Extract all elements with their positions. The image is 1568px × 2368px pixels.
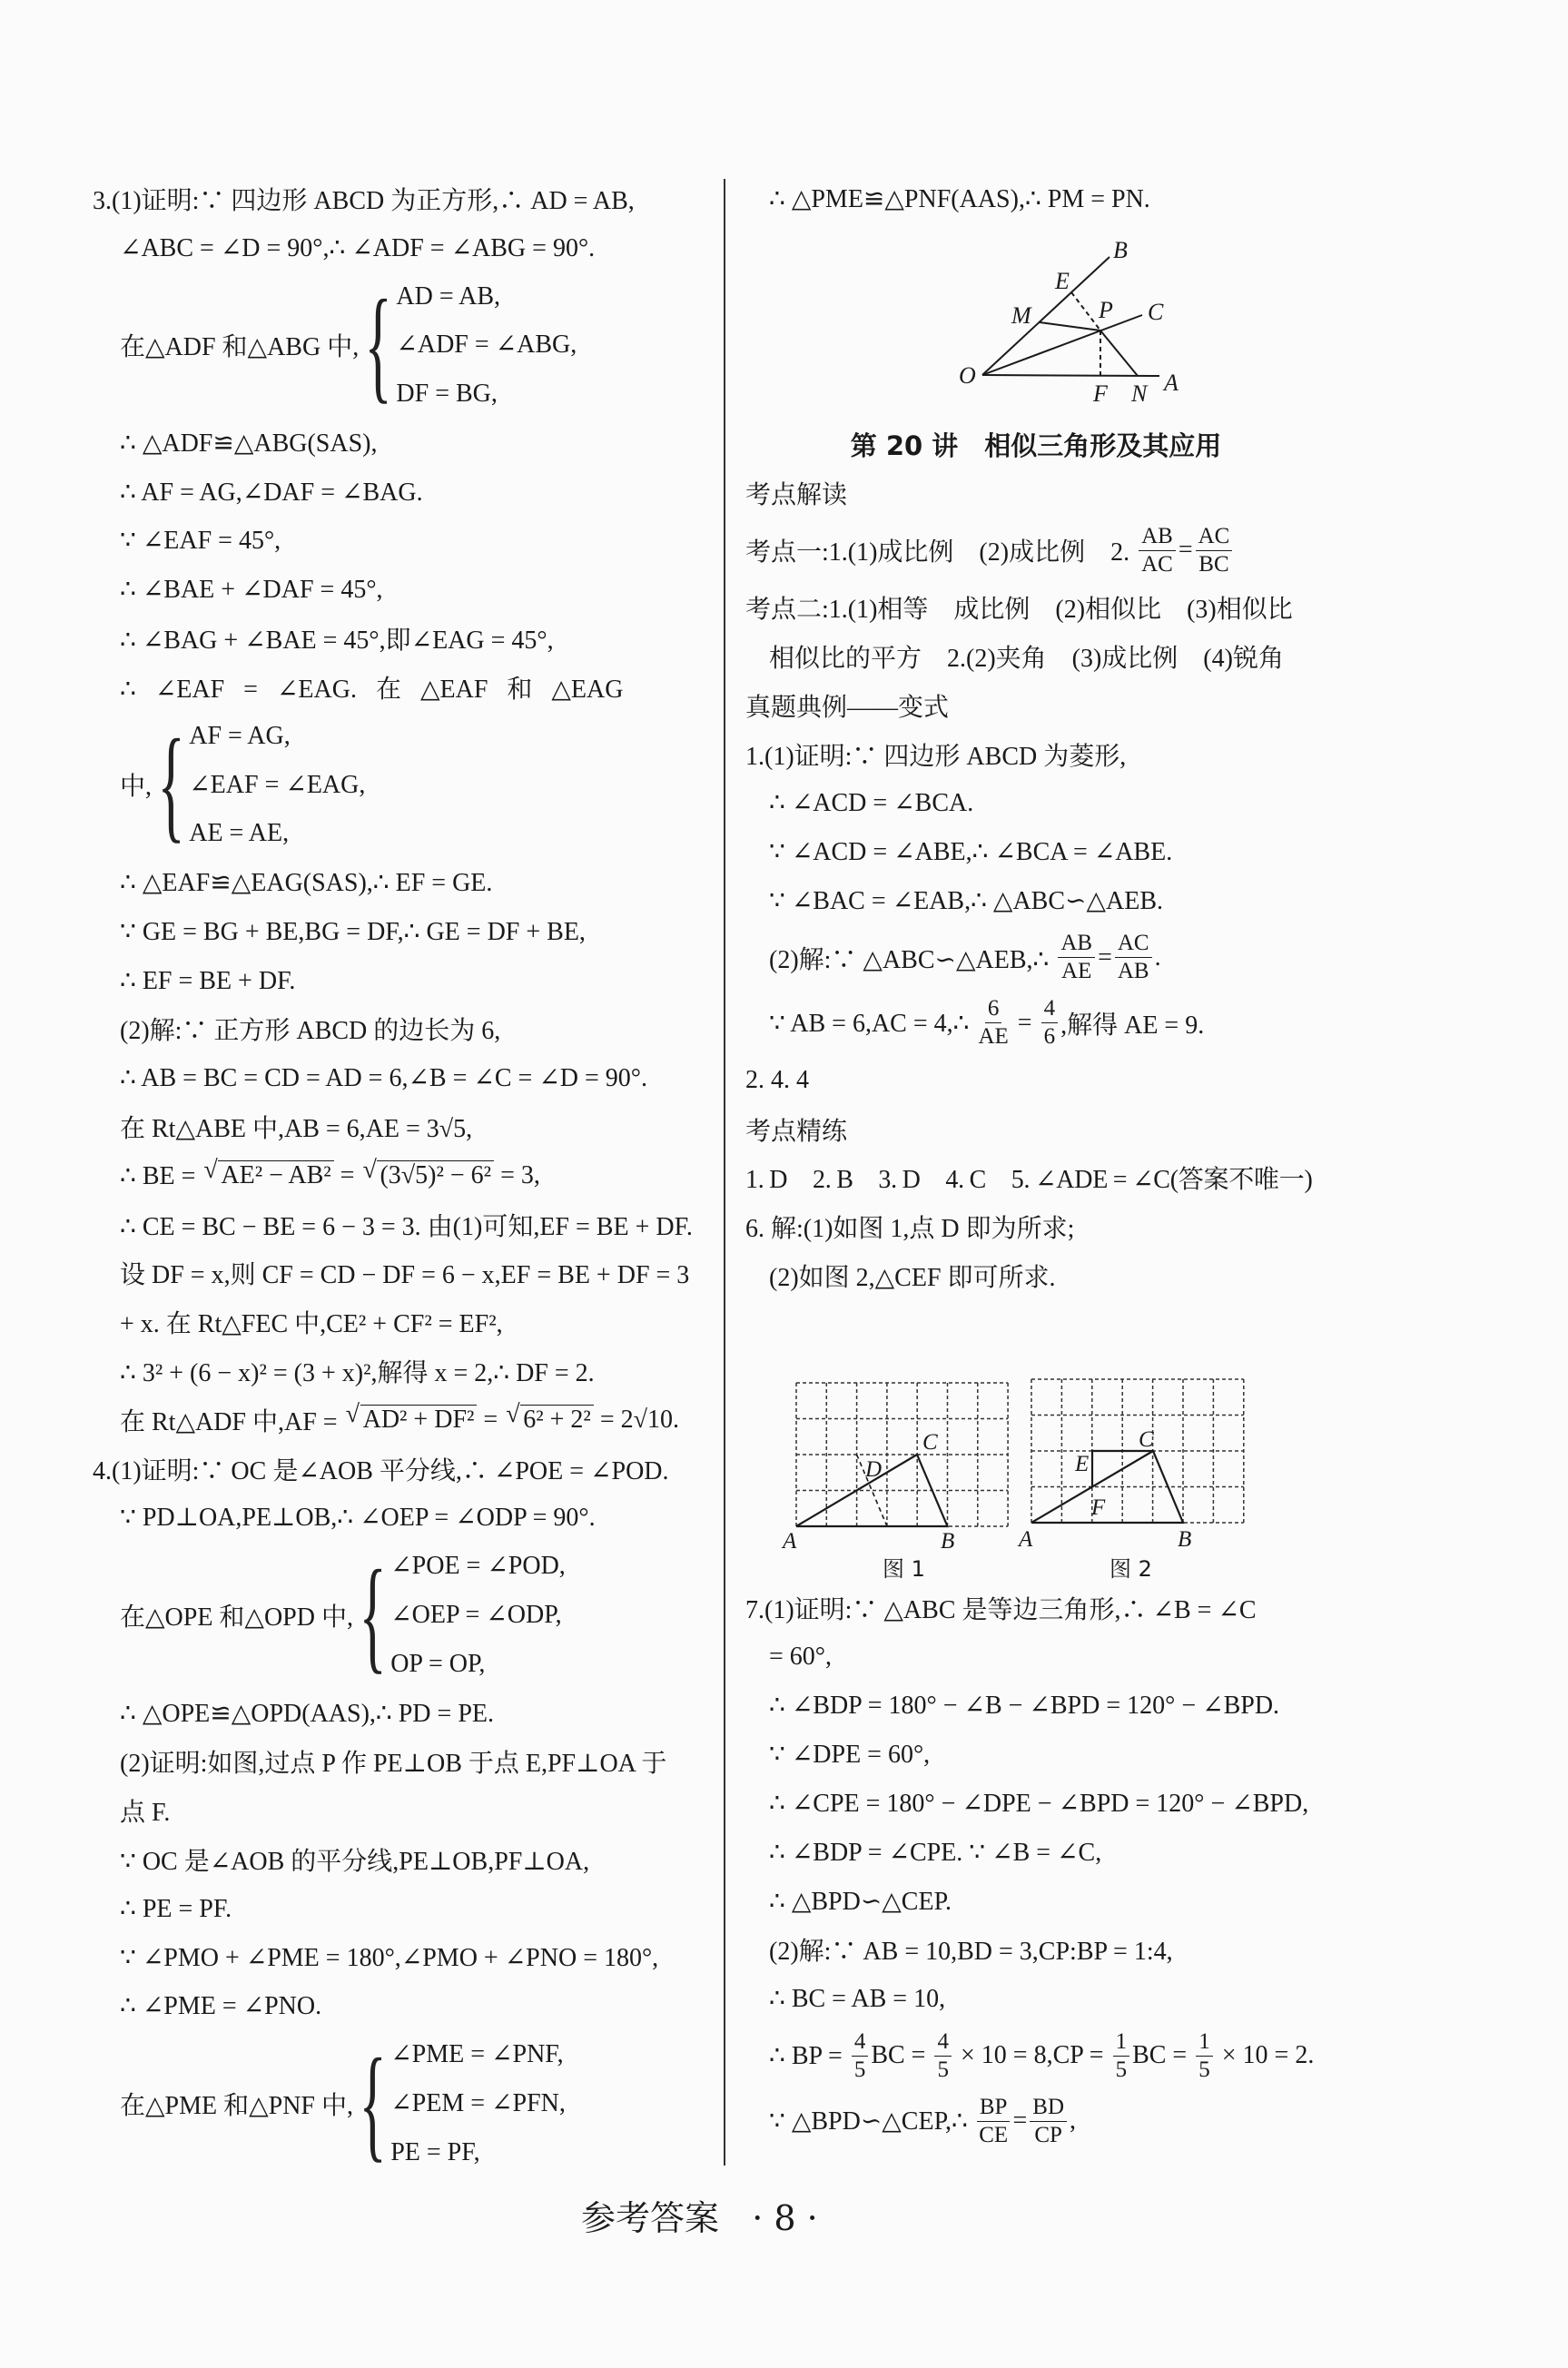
section-heading: 第 20 讲 相似三角形及其应用 bbox=[850, 430, 1222, 462]
text-line bbox=[745, 827, 1326, 876]
text-segment: ∵ AB = 6,AC = 4,∴ bbox=[769, 1009, 976, 1038]
text-segment: (2)解:∵ 正方形 ABCD 的边长为 6, bbox=[120, 1017, 501, 1046]
text-segment: ∴ CE = BC − BE = 6 − 3 = 3. 由(1)可知,EF = BE + DF. bbox=[120, 1212, 693, 1241]
numerator: BP bbox=[977, 2094, 1011, 2122]
text-segment: ∵ OC 是∠AOB 的平分线,PE⊥OB,PF⊥OA, bbox=[120, 1847, 590, 1876]
system-item: ∠EAF = ∠EAG, bbox=[189, 770, 366, 799]
text-line bbox=[745, 632, 1326, 681]
text-segment: = bbox=[1011, 1008, 1039, 1037]
footer-title: 参考答案 bbox=[581, 2198, 720, 2238]
system-prefix: 中, bbox=[120, 773, 153, 802]
text-line bbox=[93, 1786, 717, 1835]
text-segment: = 2√10. bbox=[593, 1405, 679, 1434]
fig2-label-C: C bbox=[1139, 1427, 1154, 1452]
fig1-caption: 图 1 bbox=[883, 1556, 925, 1582]
text-line bbox=[93, 858, 717, 907]
square-root bbox=[202, 1161, 333, 1190]
text-line bbox=[93, 419, 717, 468]
label-C: C bbox=[1148, 299, 1164, 325]
text-segment: ∴ △BPD∽△CEP. bbox=[769, 1887, 952, 1916]
equation-system bbox=[93, 2030, 717, 2176]
text-segment: (2)如图 2,△CEF 即可所求. bbox=[769, 1264, 1056, 1293]
fraction bbox=[1196, 2028, 1213, 2084]
text-segment: ,解得 AE = 9. bbox=[1060, 1011, 1205, 1040]
text-segment: ∴ AF = AG,∠DAF = ∠BAG. bbox=[120, 478, 423, 507]
text-segment: ∵ ∠EAF = 45°, bbox=[120, 527, 281, 556]
text-segment: ∴ ∠ACD = ∠BCA. bbox=[769, 789, 974, 818]
text-line bbox=[93, 1396, 717, 1445]
text-segment: 2. 4. 4 bbox=[745, 1065, 809, 1094]
label-B: B bbox=[1113, 237, 1128, 263]
text-segment: (2)解:∵ AB = 10,BD = 3,CP:BP = 1:4, bbox=[769, 1938, 1173, 1967]
denominator: 5 bbox=[1198, 2057, 1210, 2082]
text-segment: ∵ PD⊥OA,PE⊥OB,∴ ∠OEP = ∠ODP = 90°. bbox=[120, 1504, 596, 1533]
text-line bbox=[93, 1151, 717, 1200]
text-line bbox=[93, 1005, 717, 1054]
system-item: ∠POE = ∠POD, bbox=[390, 1552, 566, 1581]
text-segment: ∴ △EAF≌△EAG(SAS),∴ EF = GE. bbox=[120, 869, 493, 898]
system-items bbox=[189, 712, 365, 858]
text-segment: ∴ BP = bbox=[769, 2042, 849, 2071]
text-segment: ∵ ∠DPE = 60°, bbox=[769, 1741, 931, 1770]
text-segment: ∴ ∠BDP = ∠CPE. ∵ ∠B = ∠C, bbox=[769, 1838, 1102, 1867]
text-line bbox=[93, 1738, 717, 1787]
text-line bbox=[93, 223, 717, 272]
system-items bbox=[390, 1542, 566, 1688]
fraction bbox=[1058, 930, 1095, 985]
fig1-label-B: B bbox=[941, 1529, 955, 1554]
system-item: ∠PEM = ∠PFN, bbox=[390, 2089, 566, 2118]
text-line bbox=[745, 1202, 1326, 1251]
text-segment: = bbox=[477, 1405, 505, 1434]
text-segment: BC = bbox=[1132, 2041, 1194, 2070]
numerator: 4 bbox=[852, 2028, 869, 2057]
numerator: 4 bbox=[1041, 995, 1059, 1023]
text-line bbox=[93, 663, 717, 712]
text-line bbox=[745, 1251, 1326, 1300]
text-line bbox=[745, 1154, 1326, 1203]
text-segment: 真题典例——变式 bbox=[745, 693, 950, 722]
text-segment: ∴ 3² + (6 − x)² = (3 + x)²,解得 x = 2,∴ DF = 2. bbox=[120, 1359, 595, 1388]
radicand: √ (3√5)² − 6² bbox=[377, 1160, 494, 1189]
text-line bbox=[93, 1297, 717, 1347]
equation-system bbox=[93, 1542, 717, 1688]
label-P: P bbox=[1099, 297, 1113, 323]
text-segment: = bbox=[333, 1160, 361, 1189]
text-line bbox=[745, 1828, 1326, 1877]
text-line bbox=[93, 517, 717, 566]
square-root bbox=[504, 1406, 594, 1435]
text-line bbox=[93, 907, 717, 956]
system-item: AE = AE, bbox=[189, 819, 290, 848]
column-divider bbox=[724, 179, 725, 2166]
system-prefix: 在△OPE 和△OPD 中, bbox=[120, 1603, 353, 1632]
text-segment: (2)解:∵ △ABC∽△AEB,∴ bbox=[769, 945, 1056, 974]
text-segment: , bbox=[1070, 2107, 1076, 2136]
text-line bbox=[745, 991, 1326, 1056]
text-line bbox=[745, 730, 1326, 779]
text-line bbox=[745, 1877, 1326, 1926]
text-line bbox=[93, 468, 717, 517]
system-prefix: 在△PME 和△PNF 中, bbox=[120, 2091, 354, 2120]
angle-bisector-figure bbox=[908, 218, 1226, 409]
system-items bbox=[396, 272, 577, 419]
text-segment: 考点解读 bbox=[745, 481, 848, 510]
text-segment: 考点精练 bbox=[745, 1117, 848, 1146]
denominator: 6 bbox=[1043, 1024, 1056, 1050]
numerator: 4 bbox=[934, 2028, 952, 2057]
fig2-label-B: B bbox=[1178, 1527, 1192, 1552]
text-line bbox=[745, 1584, 1326, 1633]
text-segment: ∴ BE = bbox=[120, 1161, 202, 1190]
text-segment: 1.(1)证明:∵ 四边形 ABCD 为菱形, bbox=[745, 742, 1127, 771]
text-segment: × 10 = 8,CP = bbox=[953, 2041, 1110, 2070]
text-segment: × 10 = 2. bbox=[1215, 2041, 1315, 2070]
text-line bbox=[93, 1884, 717, 1933]
text-segment: ∴ △PME≌△PNF(AAS),∴ PM = PN. bbox=[769, 184, 1150, 213]
text-segment: = bbox=[1178, 536, 1193, 565]
text-line bbox=[745, 518, 1326, 583]
text-line bbox=[93, 1200, 717, 1249]
text-segment: (2)证明:如图,过点 P 作 PE⊥OB 于点 E,PF⊥OA 于 bbox=[120, 1750, 667, 1779]
text-line bbox=[93, 1102, 717, 1151]
numerator: AC bbox=[1115, 930, 1152, 958]
page-number: · 8 · bbox=[752, 2198, 818, 2238]
text-line bbox=[93, 1981, 717, 2030]
fraction bbox=[977, 2094, 1011, 2149]
text-segment: ∴ ∠BAE + ∠DAF = 45°, bbox=[120, 576, 383, 605]
denominator: AE bbox=[978, 1024, 1009, 1050]
denominator: 5 bbox=[853, 2057, 866, 2082]
numerator: 1 bbox=[1196, 2028, 1213, 2057]
text-segment: = 60°, bbox=[769, 1642, 832, 1671]
text-segment: ∴ △ADF≌△ABG(SAS), bbox=[120, 429, 378, 458]
text-segment: ∵ △BPD∽△CEP,∴ bbox=[769, 2107, 974, 2136]
label-F: F bbox=[1093, 380, 1108, 407]
radicand: √ AE² − AB² bbox=[218, 1160, 333, 1189]
denominator: AE bbox=[1061, 959, 1092, 984]
system-item: OP = OP, bbox=[390, 1649, 486, 1678]
equation-system bbox=[93, 272, 717, 419]
numerator: AC bbox=[1196, 523, 1233, 551]
text-line bbox=[745, 1056, 1326, 1105]
grid-fig1 bbox=[796, 1383, 1008, 1526]
text-segment: 考点一:1.(1)成比例 (2)成比例 2. bbox=[745, 538, 1137, 567]
text-line bbox=[745, 2088, 1326, 2154]
denominator: 5 bbox=[937, 2057, 949, 2082]
text-segment: ∴ PE = PF. bbox=[120, 1894, 232, 1923]
brace-symbol: { bbox=[359, 1544, 387, 1685]
system-item: ∠ADF = ∠ABG, bbox=[396, 331, 577, 360]
grid-figures bbox=[772, 1353, 1335, 1589]
system-item: ∠PME = ∠PNF, bbox=[390, 2040, 564, 2069]
fig2-label-E: E bbox=[1075, 1452, 1090, 1476]
text-segment: ∴ EF = BE + DF. bbox=[120, 966, 296, 995]
text-line bbox=[745, 583, 1326, 632]
text-segment: ∴ AB = BC = CD = AD = 6,∠B = ∠C = ∠D = 90°. bbox=[120, 1064, 647, 1093]
fraction bbox=[1115, 930, 1152, 985]
radicand: √ AD² + DF² bbox=[360, 1405, 478, 1434]
fraction bbox=[1196, 523, 1233, 578]
text-segment: ∵ ∠BAC = ∠EAB,∴ △ABC∽△AEB. bbox=[769, 887, 1164, 916]
text-line bbox=[745, 1730, 1326, 1779]
text-line bbox=[745, 174, 1326, 223]
text-segment: 4.(1)证明:∵ OC 是∠AOB 平分线,∴ ∠POE = ∠POD. bbox=[93, 1456, 669, 1485]
text-segment: 在 Rt△ABE 中,AB = 6,AE = 3√5, bbox=[120, 1115, 473, 1144]
system-items bbox=[390, 2030, 566, 2176]
numerator: AB bbox=[1058, 930, 1095, 958]
brace-symbol: { bbox=[157, 714, 185, 855]
text-segment: BC = bbox=[871, 2041, 932, 2070]
denominator: CE bbox=[979, 2122, 1009, 2147]
right-column bbox=[745, 174, 1326, 2154]
text-segment: ∵ GE = BG + BE,BG = DF,∴ GE = DF + BE, bbox=[120, 917, 586, 946]
square-root bbox=[344, 1406, 478, 1435]
numerator: AB bbox=[1139, 523, 1176, 551]
text-segment: ∴ ∠EAF = ∠EAG. 在 △EAF 和 △EAG bbox=[120, 675, 624, 704]
denominator: AB bbox=[1117, 959, 1149, 984]
text-line bbox=[745, 2023, 1326, 2088]
text-line bbox=[745, 681, 1326, 730]
text-segment: ∵ ∠PMO + ∠PME = 180°,∠PMO + ∠PNO = 180°, bbox=[120, 1943, 659, 1972]
text-segment: 在 Rt△ADF 中,AF = bbox=[120, 1407, 344, 1436]
text-segment: ∴ ∠PME = ∠PNO. bbox=[120, 1992, 322, 2021]
fig2-caption: 图 2 bbox=[1109, 1556, 1152, 1582]
text-line bbox=[745, 1926, 1326, 1975]
text-line bbox=[745, 779, 1326, 828]
text-line bbox=[93, 1249, 717, 1298]
system-item: PE = PF, bbox=[390, 2137, 480, 2166]
text-segment: 考点二:1.(1)相等 成比例 (2)相似比 (3)相似比 bbox=[745, 596, 1293, 625]
label-A: A bbox=[1164, 370, 1178, 396]
fig1-label-A: A bbox=[783, 1529, 797, 1554]
text-line bbox=[93, 956, 717, 1005]
label-E: E bbox=[1055, 268, 1070, 294]
label-N: N bbox=[1131, 380, 1148, 407]
text-line bbox=[93, 1494, 717, 1543]
denominator: CP bbox=[1034, 2122, 1062, 2147]
text-line bbox=[745, 1682, 1326, 1731]
numerator: BD bbox=[1030, 2094, 1067, 2122]
text-line bbox=[745, 876, 1326, 925]
text-segment: ∴ ∠CPE = 180° − ∠DPE − ∠BPD = 120° − ∠BPD, bbox=[769, 1790, 1309, 1819]
text-segment: = bbox=[1012, 2107, 1028, 2136]
fraction bbox=[1139, 523, 1176, 578]
fig1-label-D: D bbox=[865, 1457, 883, 1482]
text-line bbox=[93, 1933, 717, 1982]
system-item: AF = AG, bbox=[189, 721, 291, 750]
fraction bbox=[1113, 2028, 1130, 2084]
fraction bbox=[1041, 995, 1059, 1051]
text-segment: ∴ BC = AB = 10, bbox=[769, 1985, 946, 2014]
left-column bbox=[93, 174, 717, 2177]
system-item: DF = BG, bbox=[396, 380, 498, 409]
equation-system bbox=[93, 712, 717, 858]
page-footer bbox=[581, 2190, 818, 2240]
text-segment: + x. 在 Rt△FEC 中,CE² + CF² = EF², bbox=[120, 1310, 503, 1339]
brace-symbol: { bbox=[364, 274, 392, 416]
text-line bbox=[745, 469, 1326, 518]
denominator: BC bbox=[1198, 551, 1229, 577]
text-segment: ∴ △OPE≌△OPD(AAS),∴ PD = PE. bbox=[120, 1699, 494, 1728]
text-line bbox=[93, 174, 717, 223]
text-segment: 6. 解:(1)如图 1,点 D 即为所求; bbox=[745, 1215, 1075, 1244]
text-segment: ∠ABC = ∠D = 90°,∴ ∠ADF = ∠ABG = 90°. bbox=[120, 233, 596, 262]
fraction bbox=[934, 2028, 952, 2084]
label-O: O bbox=[959, 362, 976, 389]
text-line bbox=[93, 1445, 717, 1494]
text-segment: 点 F. bbox=[120, 1799, 171, 1828]
text-segment: ∵ ∠ACD = ∠ABE,∴ ∠BCA = ∠ABE. bbox=[769, 838, 1173, 867]
text-line bbox=[93, 1835, 717, 1884]
system-item: AD = AB, bbox=[396, 281, 500, 311]
numerator: 6 bbox=[985, 995, 1002, 1023]
text-segment: = bbox=[1098, 942, 1112, 972]
fraction bbox=[852, 2028, 869, 2084]
text-segment: . bbox=[1154, 942, 1161, 972]
denominator: AC bbox=[1141, 551, 1173, 577]
fig2-label-F: F bbox=[1091, 1495, 1106, 1520]
text-segment: 设 DF = x,则 CF = CD − DF = 6 − x,EF = BE + DF = 3 bbox=[120, 1261, 690, 1290]
text-line bbox=[93, 1689, 717, 1738]
text-segment: 7.(1)证明:∵ △ABC 是等边三角形,∴ ∠B = ∠C bbox=[745, 1595, 1257, 1624]
system-item: ∠OEP = ∠ODP, bbox=[390, 1601, 562, 1630]
text-line bbox=[745, 925, 1326, 991]
text-line bbox=[93, 614, 717, 663]
text-segment: = 3, bbox=[494, 1160, 540, 1189]
label-M: M bbox=[1011, 302, 1031, 329]
text-line bbox=[745, 1633, 1326, 1682]
text-segment: 1. D 2. B 3. D 4. C 5. ∠ADE = ∠C(答案不唯一) bbox=[745, 1166, 1313, 1195]
text-segment: 相似比的平方 2.(2)夹角 (3)成比例 (4)锐角 bbox=[769, 645, 1284, 674]
radicand: √ 6² + 2² bbox=[520, 1405, 594, 1434]
text-line bbox=[93, 1053, 717, 1102]
text-line bbox=[93, 565, 717, 614]
text-line bbox=[745, 1974, 1326, 2023]
numerator: 1 bbox=[1113, 2028, 1130, 2057]
square-root bbox=[360, 1161, 494, 1190]
brace-symbol: { bbox=[359, 2032, 387, 2174]
text-segment: 3.(1)证明:∵ 四边形 ABCD 为正方形,∴ AD = AB, bbox=[93, 186, 635, 215]
denominator: 5 bbox=[1115, 2057, 1128, 2082]
fig1-label-C: C bbox=[922, 1430, 938, 1455]
text-line bbox=[93, 1347, 717, 1396]
fraction bbox=[1030, 2094, 1067, 2149]
text-segment: ∴ ∠BDP = 180° − ∠B − ∠BPD = 120° − ∠BPD. bbox=[769, 1692, 1280, 1721]
fig2-label-A: A bbox=[1019, 1527, 1033, 1552]
text-line bbox=[745, 1779, 1326, 1828]
text-segment: ∴ ∠BAG + ∠BAE = 45°,即∠EAG = 45°, bbox=[120, 627, 554, 656]
system-prefix: 在△ADF 和△ABG 中, bbox=[120, 333, 360, 362]
text-line bbox=[745, 1105, 1326, 1154]
fraction bbox=[978, 995, 1008, 1051]
